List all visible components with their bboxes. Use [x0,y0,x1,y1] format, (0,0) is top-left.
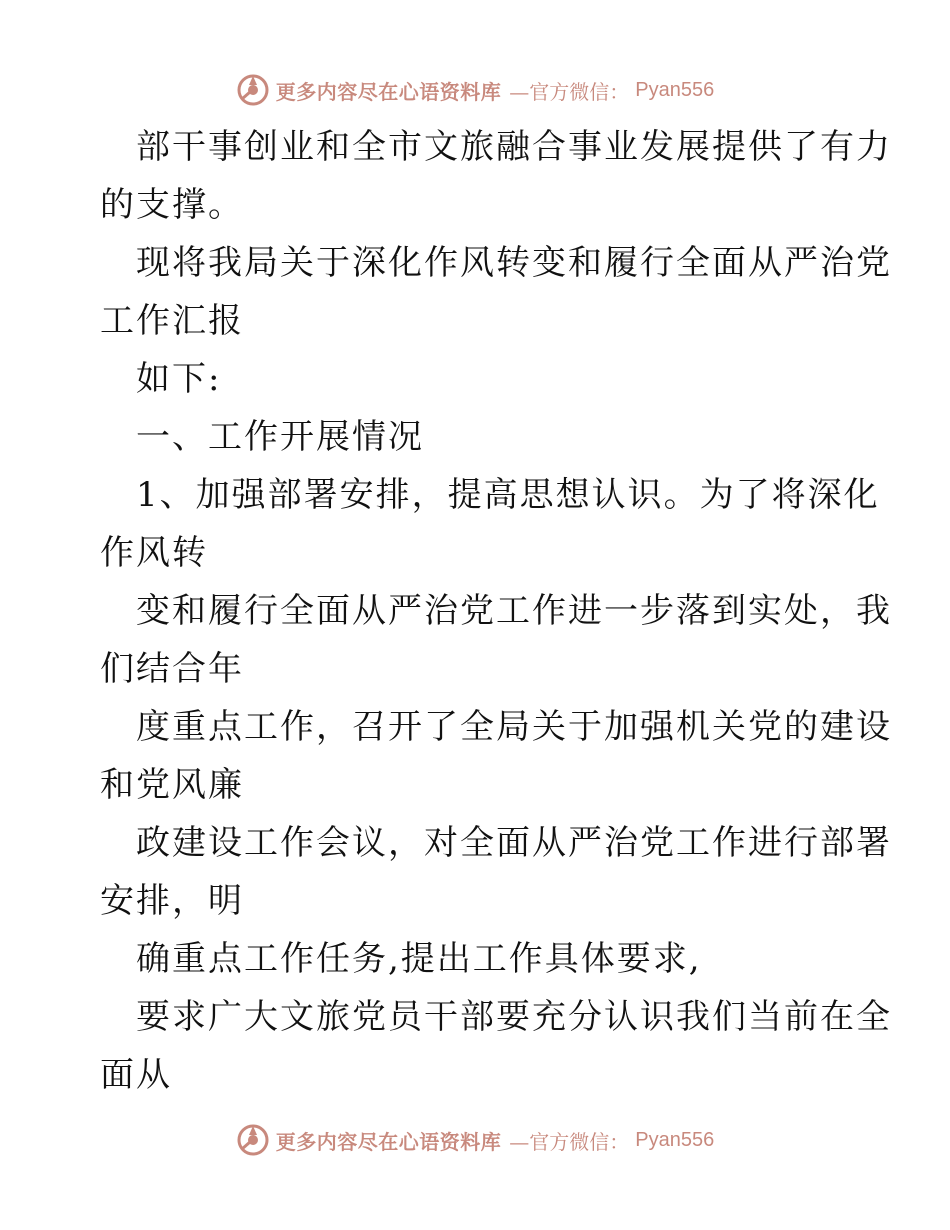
text-line: 要求广大文旅党员干部要充分认识我们当前在全 [136,997,892,1037]
text-line: 的支撑。 [100,185,244,225]
text-line: 度重点工作，召开了全局关于加强机关党的建设 [136,707,892,747]
document-body [100,118,892,1104]
text-line: 面从 [100,1055,172,1095]
text-line: 变和履行全面从严治党工作进一步落到实处，我 [136,591,892,631]
watermark-sub-text: —官方微信： [509,1129,630,1154]
logo-icon [236,1123,270,1157]
section-heading: 一、工作开展情况 [136,417,424,457]
text-line: 们结合年 [100,649,244,689]
watermark-id: Pyan556 [635,78,715,101]
text-line: 安排，明 [100,881,244,921]
text-line: 部干事创业和全市文旅融合事业发展提供了有力 [136,127,892,167]
watermark-header [0,70,950,110]
watermark-footer [0,1120,950,1160]
watermark-sub-text: —官方微信： [509,79,630,104]
text-line: 现将我局关于深化作风转变和履行全面从严治党 [136,243,892,283]
watermark-main-text: 更多内容尽在心语资料库 [275,1129,502,1154]
text-line: 作风转 [100,533,208,573]
logo-icon [236,73,270,107]
text-line: 确重点工作任务,提出工作具体要求, [136,939,702,979]
text-line: 政建设工作会议，对全面从严治党工作进行部署 [136,823,892,863]
text-line: 1、加强部署安排，提高思想认识。为了将深化 [136,475,880,515]
text-line: 和党风廉 [100,765,244,805]
text-line: 工作汇报 [100,301,244,341]
text-line: 如下: [136,359,222,399]
watermark-id: Pyan556 [635,1128,715,1151]
watermark-main-text: 更多内容尽在心语资料库 [275,79,502,104]
